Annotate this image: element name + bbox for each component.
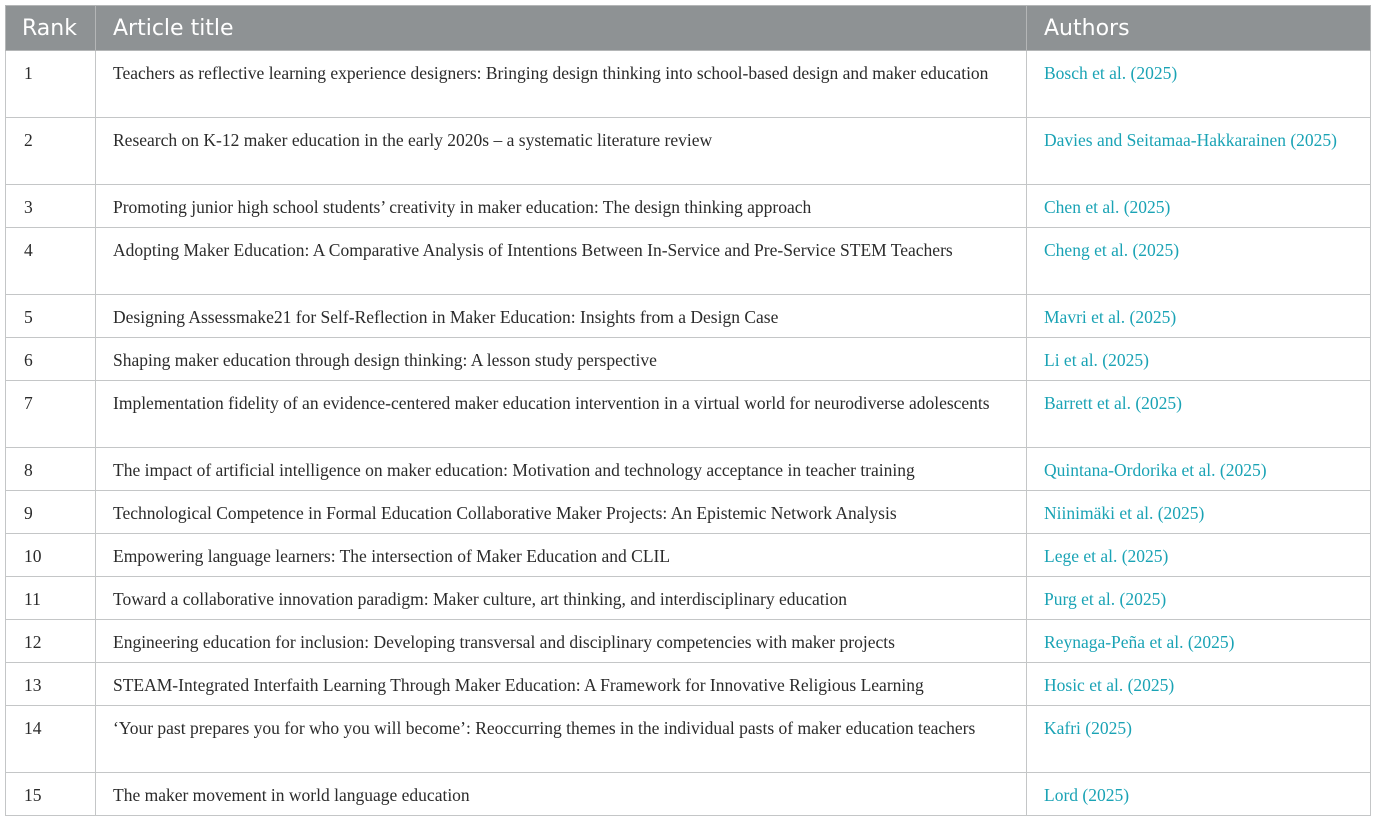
rank-cell: 1 [6,51,96,118]
table-row [6,295,1371,338]
title-cell: Technological Competence in Formal Education Collaborative Maker Projects: An Epistemic Network Analysis [96,491,1027,534]
table-row [6,448,1371,491]
article-ranking-table [5,5,1371,816]
rank-cell: 13 [6,663,96,706]
table-row [6,773,1371,816]
title-cell: Implementation fidelity of an evidence-centered maker education intervention in a virtual world for neurodiverse adolescents [96,381,1027,448]
rank-cell: 3 [6,185,96,228]
title-cell: Teachers as reflective learning experience designers: Bringing design thinking into school-based design and maker education [96,51,1027,118]
rank-cell: 10 [6,534,96,577]
author-citation-link[interactable]: Davies and Seitamaa-Hakkarainen (2025) [1044,130,1338,150]
title-cell: Shaping maker education through design thinking: A lesson study perspective [96,338,1027,381]
title-cell: Promoting junior high school students’ creativity in maker education: The design thinking approach [96,185,1027,228]
title-cell: The maker movement in world language education [96,773,1027,816]
article-ranking-table-container [5,5,1370,816]
table-row [6,663,1371,706]
table-row [6,381,1371,448]
table-row [6,534,1371,577]
author-citation-link[interactable]: Kafri (2025) [1044,718,1132,738]
table-row [6,51,1371,118]
author-citation-link[interactable]: Quintana-Ordorika et al. (2025) [1044,460,1267,480]
title-cell: Designing Assessmake21 for Self-Reflection in Maker Education: Insights from a Design Case [96,295,1027,338]
table-row [6,706,1371,773]
rank-cell: 14 [6,706,96,773]
rank-cell: 8 [6,448,96,491]
title-cell: Research on K-12 maker education in the early 2020s – a systematic literature review [96,118,1027,185]
title-cell: ‘Your past prepares you for who you will become’: Reoccurring themes in the individual pasts of maker education teachers [96,706,1027,773]
author-citation-link[interactable]: Mavri et al. (2025) [1044,307,1177,327]
title-cell: STEAM-Integrated Interfaith Learning Through Maker Education: A Framework for Innovative Religious Learning [96,663,1027,706]
rank-cell: 5 [6,295,96,338]
rank-cell: 15 [6,773,96,816]
table-header [6,6,1371,51]
author-citation-link[interactable]: Niinimäki et al. (2025) [1044,503,1205,523]
rank-cell: 9 [6,491,96,534]
header-row [6,6,1371,51]
author-citation-link[interactable]: Purg et al. (2025) [1044,589,1167,609]
rank-cell: 11 [6,577,96,620]
table-row [6,338,1371,381]
table-row [6,118,1371,185]
header-authors: Authors [1027,6,1371,51]
table-body [6,51,1371,816]
title-cell: Empowering language learners: The intersection of Maker Education and CLIL [96,534,1027,577]
rank-cell: 7 [6,381,96,448]
table-row [6,620,1371,663]
table-row [6,491,1371,534]
author-citation-link[interactable]: Li et al. (2025) [1044,350,1149,370]
author-citation-link[interactable]: Lord (2025) [1044,785,1130,805]
author-citation-link[interactable]: Hosic et al. (2025) [1044,675,1175,695]
rank-cell: 12 [6,620,96,663]
title-cell: Engineering education for inclusion: Developing transversal and disciplinary competencies with maker projects [96,620,1027,663]
table-row [6,228,1371,295]
rank-cell: 2 [6,118,96,185]
rank-cell: 6 [6,338,96,381]
author-citation-link[interactable]: Cheng et al. (2025) [1044,240,1180,260]
author-citation-link[interactable]: Reynaga-Peña et al. (2025) [1044,632,1235,652]
title-cell: Toward a collaborative innovation paradigm: Maker culture, art thinking, and interdisciplinary education [96,577,1027,620]
author-citation-link[interactable]: Lege et al. (2025) [1044,546,1169,566]
title-cell: The impact of artificial intelligence on maker education: Motivation and technology acceptance in teacher training [96,448,1027,491]
table-row [6,185,1371,228]
author-citation-link[interactable]: Bosch et al. (2025) [1044,63,1178,83]
title-cell: Adopting Maker Education: A Comparative Analysis of Intentions Between In-Service and Pre-Service STEM Teachers [96,228,1027,295]
table-row [6,577,1371,620]
header-article-title: Article title [96,6,1027,51]
author-citation-link[interactable]: Barrett et al. (2025) [1044,393,1183,413]
author-citation-link[interactable]: Chen et al. (2025) [1044,197,1171,217]
rank-cell: 4 [6,228,96,295]
header-rank: Rank [6,6,96,51]
